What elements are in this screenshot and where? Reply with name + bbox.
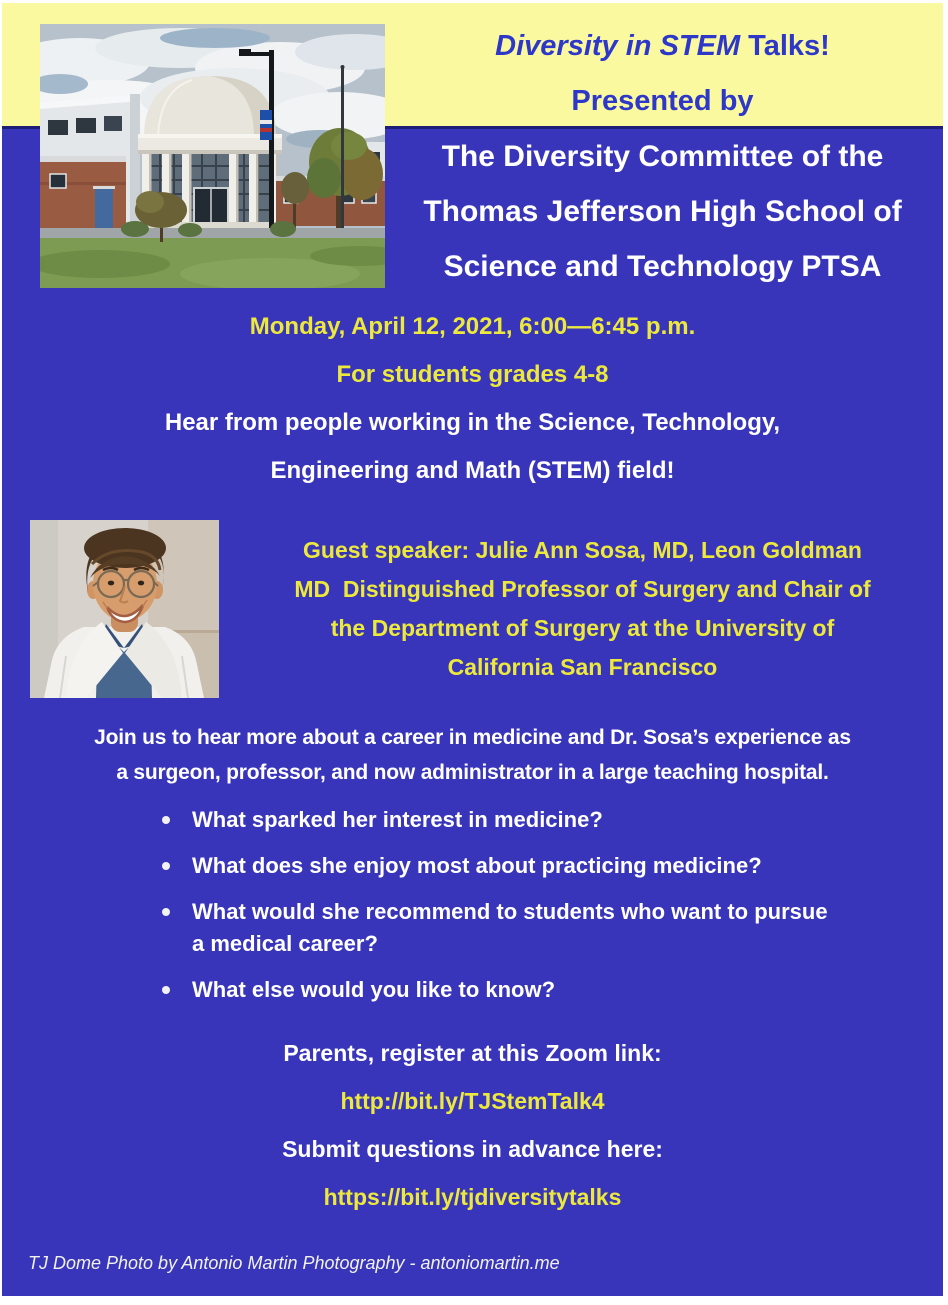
bullet-item-1 — [162, 804, 919, 836]
speaker-line-3: the Department of Surgery at the University of — [330, 615, 835, 641]
parents-register-label: Parents, register at this Zoom link: — [283, 1039, 662, 1066]
questions-submission-link[interactable]: https://bit.ly/tjdiversitytalks — [323, 1183, 622, 1210]
speaker-line-2: MD Distinguished Professor of Surgery and Chair of — [294, 576, 871, 602]
registration-section — [2, 1029, 943, 1221]
bullet-3-text-line-2: a medical career? — [192, 931, 378, 956]
org-line-1: The Diversity Committee of the — [441, 139, 884, 173]
speaker-portrait-photo — [30, 520, 219, 698]
speaker-line-4: California San Francisco — [447, 654, 718, 680]
event-audience: For students grades 4-8 — [336, 361, 609, 388]
bullet-dot — [162, 816, 170, 824]
speaker-portrait-illustration — [30, 520, 219, 698]
title-italic-part: Diversity in STEM — [495, 30, 741, 62]
page-title — [388, 19, 937, 74]
photo-credit: TJ Dome Photo by Antonio Martin Photography - antoniomartin.me — [28, 1253, 560, 1273]
event-details — [2, 303, 943, 495]
event-tagline-1: Hear from people working in the Science, Technology, — [164, 409, 781, 436]
bullet-item-4 — [162, 974, 919, 1006]
bullet-dot — [162, 862, 170, 870]
bullet-2-text: What does she enjoy most about practicing medicine? — [192, 853, 762, 878]
about-line-1: Join us to hear more about a career in medicine and Dr. Sosa’s experience as — [94, 725, 851, 749]
title-rest-part: Talks! — [740, 30, 830, 62]
dome-photo-illustration — [40, 24, 385, 288]
bullet-dot — [162, 908, 170, 916]
speaker-description — [230, 531, 935, 687]
zoom-registration-link[interactable]: http://bit.ly/TJStemTalk4 — [340, 1087, 605, 1114]
tj-dome-photo — [40, 24, 385, 288]
header-text — [388, 19, 937, 294]
bullet-dot — [162, 986, 170, 994]
bullet-4-text: What else would you like to know? — [192, 977, 556, 1002]
org-line-2: Thomas Jefferson High School of — [423, 194, 902, 228]
bullet-3-text-line-1: What would she recommend to students who want to pursue — [192, 899, 828, 924]
flyer-body — [2, 3, 943, 1296]
about-paragraph — [2, 720, 943, 790]
question-bullet-list — [162, 796, 919, 1020]
speaker-line-1: Guest speaker: Julie Ann Sosa, MD, Leon Goldman — [303, 537, 862, 563]
about-line-2: a surgeon, professor, and now administrator in a large teaching hospital. — [116, 760, 829, 784]
submit-questions-label: Submit questions in advance here: — [282, 1135, 663, 1162]
event-datetime: Monday, April 12, 2021, 6:00—6:45 p.m. — [249, 313, 696, 340]
bullet-item-2 — [162, 850, 919, 882]
event-tagline-2: Engineering and Math (STEM) field! — [270, 457, 675, 484]
bullet-item-3 — [162, 896, 919, 960]
org-line-3: Science and Technology PTSA — [443, 249, 882, 283]
bullet-1-text: What sparked her interest in medicine? — [192, 807, 603, 832]
presented-by-line: Presented by — [571, 85, 754, 117]
